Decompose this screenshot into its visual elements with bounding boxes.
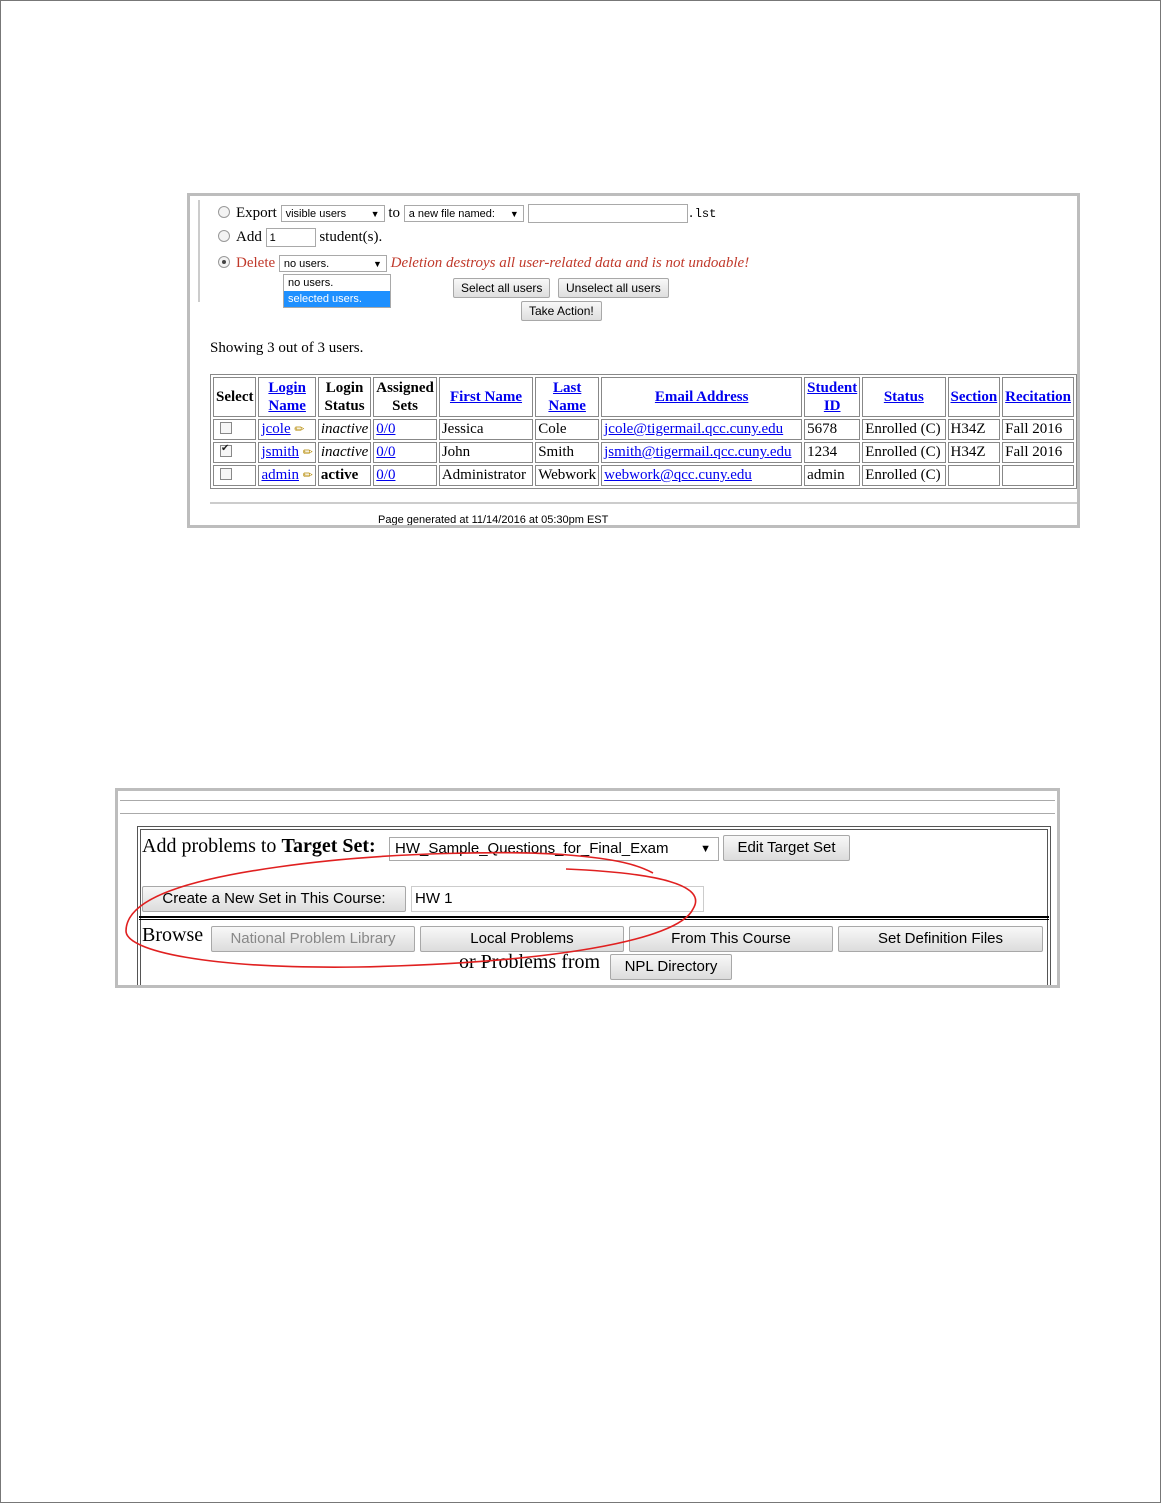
- section-cell: H34Z: [948, 419, 1001, 440]
- add-count-input[interactable]: 1: [266, 228, 316, 247]
- export-radio[interactable]: [218, 206, 230, 218]
- recitation-cell: Fall 2016: [1002, 442, 1074, 463]
- section-cell: [948, 465, 1001, 486]
- row-checkbox[interactable]: [220, 468, 232, 480]
- chevron-down-icon: ▼: [509, 209, 519, 219]
- export-row: [218, 204, 716, 223]
- row-checkbox[interactable]: [220, 422, 232, 434]
- select-all-users-button[interactable]: Select all users: [453, 278, 550, 298]
- add-label: Add: [236, 228, 262, 245]
- export-extension: .lst: [687, 206, 717, 221]
- set-definition-files-button[interactable]: Set Definition Files: [838, 926, 1043, 952]
- col-last-name[interactable]: Last Name: [535, 377, 599, 417]
- first-name-cell: Administrator: [439, 465, 533, 486]
- row-select-cell: [213, 465, 256, 486]
- delete-warning: Deletion destroys all user-related data and is not undoable!: [390, 255, 750, 271]
- email-link[interactable]: webwork@qcc.cuny.edu: [604, 467, 752, 483]
- delete-label: Delete: [236, 255, 276, 271]
- email-cell: [601, 442, 802, 463]
- recitation-cell: Fall 2016: [1002, 419, 1074, 440]
- export-filename-input[interactable]: [528, 204, 688, 223]
- row-select-cell: [213, 442, 256, 463]
- delete-row: [218, 255, 749, 272]
- target-set-label: Target Set: [281, 835, 370, 857]
- last-name-cell: Smith: [535, 442, 599, 463]
- sets-cell: [373, 419, 437, 440]
- last-name-cell: Webwork: [535, 465, 599, 486]
- dropdown-option-selected-users[interactable]: selected users.: [284, 291, 390, 307]
- col-status[interactable]: Status: [862, 377, 945, 417]
- delete-radio[interactable]: [218, 256, 230, 268]
- login-status-cell: active: [318, 465, 371, 486]
- login-link[interactable]: jcole: [261, 421, 291, 437]
- row-select-cell: [213, 419, 256, 440]
- last-name-cell: Cole: [535, 419, 599, 440]
- col-recitation[interactable]: Recitation: [1002, 377, 1074, 417]
- sets-link[interactable]: 0/0: [376, 421, 396, 437]
- divider-line: [120, 800, 1055, 801]
- login-cell: [258, 465, 315, 486]
- table-row: [213, 465, 1074, 486]
- delete-select[interactable]: no users. ▼: [279, 255, 387, 272]
- target-set-select[interactable]: HW_Sample_Questions_for_Final_Exam ▼: [389, 837, 719, 861]
- page-generated-footer: Page generated at 11/14/2016 at 05:30pm EST: [378, 514, 609, 526]
- sets-link[interactable]: 0/0: [376, 444, 396, 460]
- col-assigned-sets: Assigned Sets: [373, 377, 437, 417]
- login-status-cell: inactive: [318, 419, 371, 440]
- edit-target-set-button[interactable]: Edit Target Set: [723, 835, 850, 861]
- export-to-label: to: [388, 204, 400, 221]
- from-this-course-button[interactable]: From This Course: [629, 926, 833, 952]
- login-cell: [258, 442, 315, 463]
- login-cell: [258, 419, 315, 440]
- export-target-select[interactable]: a new file named: ▼: [404, 205, 524, 222]
- table-header-row: [213, 377, 1074, 417]
- library-browser-box: [137, 826, 1051, 988]
- npl-directory-button[interactable]: NPL Directory: [610, 954, 732, 980]
- email-cell: [601, 465, 802, 486]
- export-scope-select[interactable]: visible users ▼: [281, 205, 385, 222]
- users-panel-screenshot: [187, 193, 1080, 528]
- create-new-set-button[interactable]: Create a New Set in This Course:: [142, 886, 406, 912]
- pencil-edit-icon[interactable]: ✏: [294, 422, 305, 436]
- student-id-cell: admin: [804, 465, 860, 486]
- login-link[interactable]: admin: [261, 467, 299, 483]
- pencil-edit-icon[interactable]: ✏: [302, 468, 313, 482]
- login-link[interactable]: jsmith: [261, 444, 299, 460]
- delete-dropdown-list: [283, 274, 391, 308]
- take-action-button[interactable]: Take Action!: [521, 301, 602, 321]
- pencil-edit-icon[interactable]: ✏: [302, 445, 313, 459]
- add-suffix: student(s).: [319, 228, 383, 245]
- scroll-divider: [198, 200, 200, 302]
- table-row: [213, 442, 1074, 463]
- or-problems-from-label: or Problems from: [459, 951, 601, 973]
- col-first-name[interactable]: First Name: [439, 377, 533, 417]
- status-cell: Enrolled (C): [862, 419, 945, 440]
- sets-cell: [373, 465, 437, 486]
- status-cell: Enrolled (C): [862, 442, 945, 463]
- chevron-down-icon: ▼: [372, 259, 382, 270]
- section-divider: [139, 916, 1049, 920]
- chevron-down-icon: ▼: [370, 209, 380, 219]
- add-row: [218, 228, 382, 247]
- divider-line: [120, 813, 1055, 814]
- library-panel-screenshot: [115, 788, 1060, 988]
- export-label: Export: [236, 204, 277, 221]
- student-id-cell: 1234: [804, 442, 860, 463]
- local-problems-button[interactable]: Local Problems: [420, 926, 624, 952]
- col-section[interactable]: Section: [948, 377, 1001, 417]
- footer-divider: [210, 502, 1078, 504]
- row-checkbox[interactable]: [220, 445, 232, 457]
- dropdown-option-no-users[interactable]: no users.: [288, 277, 334, 289]
- chevron-down-icon: ▼: [700, 843, 711, 855]
- login-status-cell: inactive: [318, 442, 371, 463]
- status-cell: Enrolled (C): [862, 465, 945, 486]
- showing-count: Showing 3 out of 3 users.: [210, 340, 364, 356]
- section-cell: H34Z: [948, 442, 1001, 463]
- col-student-id[interactable]: Student ID: [804, 377, 860, 417]
- add-radio[interactable]: [218, 230, 230, 242]
- browse-label: Browse: [142, 924, 204, 946]
- add-problems-heading: Add problems to Target Set:: [142, 835, 376, 857]
- users-table: [210, 374, 1077, 489]
- email-cell: [601, 419, 802, 440]
- recitation-cell: [1002, 465, 1074, 486]
- new-set-name-input[interactable]: HW 1: [411, 886, 704, 912]
- first-name-cell: Jessica: [439, 419, 533, 440]
- col-login-name[interactable]: Login Name: [258, 377, 315, 417]
- unselect-all-users-button[interactable]: Unselect all users: [558, 278, 669, 298]
- student-id-cell: 5678: [804, 419, 860, 440]
- table-row: [213, 419, 1074, 440]
- national-problem-library-button[interactable]: National Problem Library: [211, 926, 415, 952]
- email-link[interactable]: jsmith@tigermail.qcc.cuny.edu: [604, 444, 792, 460]
- col-select: Select: [213, 377, 256, 417]
- sets-link[interactable]: 0/0: [376, 467, 396, 483]
- col-email[interactable]: Email Address: [601, 377, 802, 417]
- col-login-status: Login Status: [318, 377, 371, 417]
- sets-cell: [373, 442, 437, 463]
- first-name-cell: John: [439, 442, 533, 463]
- email-link[interactable]: jcole@tigermail.qcc.cuny.edu: [604, 421, 784, 437]
